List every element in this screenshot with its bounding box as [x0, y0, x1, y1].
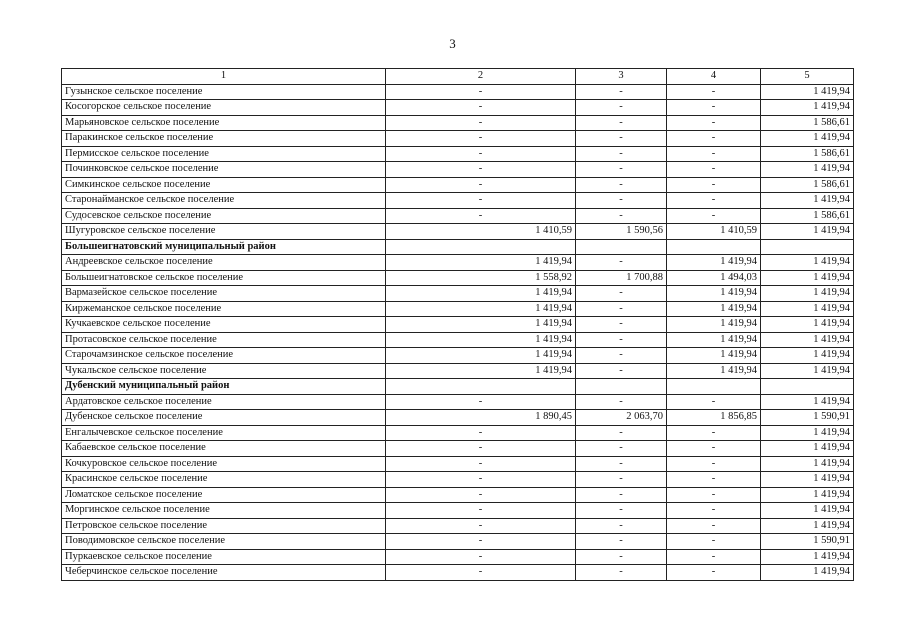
settlement-name: Гузынское сельское поселение	[62, 84, 386, 100]
value-col-3: -	[576, 301, 667, 317]
value-col-4: 1 419,94	[667, 363, 761, 379]
value-col-3: -	[576, 286, 667, 302]
value-col-5: 1 419,94	[761, 162, 854, 178]
value-col-4: -	[667, 425, 761, 441]
value-col-5: 1 419,94	[761, 456, 854, 472]
value-col-4: -	[667, 549, 761, 565]
value-col-4: -	[667, 115, 761, 131]
table-row	[62, 332, 854, 348]
value-col-5: 1 419,94	[761, 332, 854, 348]
header-col-1: 1	[62, 69, 386, 85]
value-col-2: 1 419,94	[386, 348, 576, 364]
value-col-3: -	[576, 518, 667, 534]
value-col-4: 1 419,94	[667, 332, 761, 348]
table-row	[62, 115, 854, 131]
value-col-3: 1 700,88	[576, 270, 667, 286]
settlement-name: Протасовское сельское поселение	[62, 332, 386, 348]
settlement-name: Пермисское сельское поселение	[62, 146, 386, 162]
value-col-3: -	[576, 487, 667, 503]
value-col-3: -	[576, 503, 667, 519]
value-col-4: -	[667, 565, 761, 581]
value-col-4: 1 419,94	[667, 348, 761, 364]
settlement-name: Кучкаевское сельское поселение	[62, 317, 386, 333]
table-row	[62, 270, 854, 286]
table-row	[62, 286, 854, 302]
value-col-4: -	[667, 518, 761, 534]
value-col-3: -	[576, 441, 667, 457]
value-col-5: 1 586,61	[761, 115, 854, 131]
settlement-name: Кабаевское сельское поселение	[62, 441, 386, 457]
section-row	[62, 379, 854, 395]
value-col-4: -	[667, 487, 761, 503]
settlement-name: Ломатское сельское поселение	[62, 487, 386, 503]
settlement-name: Поводимовское сельское поселение	[62, 534, 386, 550]
value-col-3: -	[576, 534, 667, 550]
value-col-3: -	[576, 363, 667, 379]
settlement-name: Большеигнатовский муниципальный район	[62, 239, 386, 255]
value-col-2: -	[386, 394, 576, 410]
value-col-3: -	[576, 255, 667, 271]
section-row	[62, 239, 854, 255]
value-col-5: 1 419,94	[761, 131, 854, 147]
table-row	[62, 146, 854, 162]
table-row	[62, 534, 854, 550]
value-col-2: -	[386, 425, 576, 441]
table-row	[62, 255, 854, 271]
table-row	[62, 472, 854, 488]
value-col-5: 1 419,94	[761, 549, 854, 565]
value-col-4: -	[667, 441, 761, 457]
value-col-2: -	[386, 162, 576, 178]
page-number: 3	[449, 36, 456, 51]
settlement-name: Андреевское сельское поселение	[62, 255, 386, 271]
settlement-name: Красинское сельское поселение	[62, 472, 386, 488]
value-col-4	[667, 379, 761, 395]
value-col-5: 1 590,91	[761, 534, 854, 550]
value-col-5: 1 419,94	[761, 301, 854, 317]
table-row	[62, 131, 854, 147]
table-body	[62, 69, 854, 581]
value-col-4: -	[667, 208, 761, 224]
settlement-name: Старонайманское сельское поселение	[62, 193, 386, 209]
table-row	[62, 84, 854, 100]
settlement-name: Пуркаевское сельское поселение	[62, 549, 386, 565]
table-row	[62, 441, 854, 457]
value-col-5: 1 590,91	[761, 410, 854, 426]
settlement-name: Марьяновское сельское поселение	[62, 115, 386, 131]
value-col-5: 1 419,94	[761, 487, 854, 503]
value-col-4: -	[667, 472, 761, 488]
value-col-4: -	[667, 146, 761, 162]
table-row	[62, 565, 854, 581]
value-col-5: 1 419,94	[761, 270, 854, 286]
value-col-4: 1 419,94	[667, 301, 761, 317]
value-col-2: 1 419,94	[386, 317, 576, 333]
settlement-name: Симкинское сельское поселение	[62, 177, 386, 193]
table-row	[62, 162, 854, 178]
value-col-2: -	[386, 146, 576, 162]
value-col-2: 1 558,92	[386, 270, 576, 286]
table-row	[62, 410, 854, 426]
value-col-4: -	[667, 177, 761, 193]
settlement-name: Большеигнатовское сельское поселение	[62, 270, 386, 286]
value-col-3: -	[576, 115, 667, 131]
table-row	[62, 363, 854, 379]
value-col-4: 1 419,94	[667, 286, 761, 302]
value-col-3: -	[576, 208, 667, 224]
value-col-3: -	[576, 348, 667, 364]
settlement-name: Дубенский муниципальный район	[62, 379, 386, 395]
value-col-2: -	[386, 503, 576, 519]
table-row	[62, 177, 854, 193]
value-col-2: -	[386, 441, 576, 457]
value-col-3: -	[576, 394, 667, 410]
settlement-name: Чукальское сельское поселение	[62, 363, 386, 379]
value-col-3: -	[576, 472, 667, 488]
value-col-2	[386, 239, 576, 255]
value-col-2	[386, 379, 576, 395]
value-col-5: 1 419,94	[761, 193, 854, 209]
value-col-2: -	[386, 193, 576, 209]
value-col-2: -	[386, 84, 576, 100]
value-col-2: -	[386, 208, 576, 224]
value-col-3: -	[576, 131, 667, 147]
value-col-4: -	[667, 162, 761, 178]
value-col-2: 1 410,59	[386, 224, 576, 240]
value-col-2: 1 419,94	[386, 286, 576, 302]
value-col-2: -	[386, 549, 576, 565]
table-row	[62, 487, 854, 503]
value-col-5: 1 419,94	[761, 348, 854, 364]
settlement-name: Ардатовское сельское поселение	[62, 394, 386, 410]
settlement-name: Дубенское сельское поселение	[62, 410, 386, 426]
value-col-2: -	[386, 456, 576, 472]
settlement-name: Петровское сельское поселение	[62, 518, 386, 534]
table-row	[62, 224, 854, 240]
settlement-name: Починковское сельское поселение	[62, 162, 386, 178]
value-col-4: 1 494,03	[667, 270, 761, 286]
settlement-name: Судосевское сельское поселение	[62, 208, 386, 224]
value-col-3: -	[576, 549, 667, 565]
table-row	[62, 425, 854, 441]
value-col-3: -	[576, 456, 667, 472]
settlement-name: Киржеманское сельское поселение	[62, 301, 386, 317]
value-col-2: -	[386, 100, 576, 116]
value-col-2: -	[386, 115, 576, 131]
table-row	[62, 208, 854, 224]
header-col-5: 5	[761, 69, 854, 85]
value-col-5: 1 419,94	[761, 286, 854, 302]
value-col-3: -	[576, 332, 667, 348]
value-col-4	[667, 239, 761, 255]
table-row	[62, 549, 854, 565]
table-row	[62, 317, 854, 333]
value-col-5: 1 419,94	[761, 363, 854, 379]
value-col-3: -	[576, 100, 667, 116]
settlement-name: Старочамзинское сельское поселение	[62, 348, 386, 364]
value-col-4: 1 419,94	[667, 317, 761, 333]
value-col-5: 1 586,61	[761, 146, 854, 162]
value-col-5	[761, 379, 854, 395]
table-row	[62, 193, 854, 209]
value-col-3: -	[576, 84, 667, 100]
value-col-4: 1 856,85	[667, 410, 761, 426]
value-col-5: 1 586,61	[761, 177, 854, 193]
value-col-5: 1 419,94	[761, 565, 854, 581]
value-col-3: -	[576, 162, 667, 178]
header-col-3: 3	[576, 69, 667, 85]
value-col-2: -	[386, 518, 576, 534]
value-col-5: 1 419,94	[761, 425, 854, 441]
value-col-3: 1 590,56	[576, 224, 667, 240]
value-col-3	[576, 239, 667, 255]
value-col-5: 1 419,94	[761, 503, 854, 519]
settlement-name: Енгалычевское сельское поселение	[62, 425, 386, 441]
value-col-4: 1 419,94	[667, 255, 761, 271]
value-col-4: -	[667, 100, 761, 116]
value-col-4: -	[667, 456, 761, 472]
value-col-2: -	[386, 565, 576, 581]
settlement-name: Шугуровское сельское поселение	[62, 224, 386, 240]
value-col-4: -	[667, 131, 761, 147]
settlement-name: Кочкуровское сельское поселение	[62, 456, 386, 472]
value-col-3: -	[576, 317, 667, 333]
value-col-3: -	[576, 193, 667, 209]
value-col-3: -	[576, 565, 667, 581]
settlement-name: Чеберчинское сельское поселение	[62, 565, 386, 581]
value-col-3: -	[576, 146, 667, 162]
value-col-5: 1 419,94	[761, 518, 854, 534]
table-row	[62, 456, 854, 472]
table-row	[62, 301, 854, 317]
value-col-4: -	[667, 394, 761, 410]
value-col-4: -	[667, 503, 761, 519]
value-col-2: 1 890,45	[386, 410, 576, 426]
header-col-4: 4	[667, 69, 761, 85]
value-col-2: 1 419,94	[386, 332, 576, 348]
header-col-2: 2	[386, 69, 576, 85]
value-col-5: 1 419,94	[761, 317, 854, 333]
value-col-4: 1 410,59	[667, 224, 761, 240]
table-row	[62, 348, 854, 364]
value-col-3	[576, 379, 667, 395]
table-row	[62, 394, 854, 410]
table-row	[62, 503, 854, 519]
value-col-5: 1 419,94	[761, 394, 854, 410]
table-row	[62, 518, 854, 534]
value-col-3: -	[576, 425, 667, 441]
value-col-2: 1 419,94	[386, 301, 576, 317]
settlement-name: Косогорское сельское поселение	[62, 100, 386, 116]
value-col-5: 1 419,94	[761, 255, 854, 271]
value-col-4: -	[667, 534, 761, 550]
value-col-2: -	[386, 131, 576, 147]
value-col-3: 2 063,70	[576, 410, 667, 426]
value-col-2: -	[386, 534, 576, 550]
value-col-5	[761, 239, 854, 255]
value-col-2: -	[386, 177, 576, 193]
value-col-5: 1 419,94	[761, 441, 854, 457]
value-col-5: 1 419,94	[761, 472, 854, 488]
value-col-5: 1 419,94	[761, 84, 854, 100]
table-row	[62, 100, 854, 116]
value-col-3: -	[576, 177, 667, 193]
value-col-5: 1 419,94	[761, 224, 854, 240]
value-col-5: 1 419,94	[761, 100, 854, 116]
value-col-4: -	[667, 84, 761, 100]
tariff-table	[61, 68, 854, 581]
value-col-4: -	[667, 193, 761, 209]
header-row	[62, 69, 854, 85]
settlement-name: Моргинское сельское поселение	[62, 503, 386, 519]
value-col-2: 1 419,94	[386, 363, 576, 379]
value-col-5: 1 586,61	[761, 208, 854, 224]
value-col-2: -	[386, 472, 576, 488]
settlement-name: Паракинское сельское поселение	[62, 131, 386, 147]
value-col-2: -	[386, 487, 576, 503]
value-col-2: 1 419,94	[386, 255, 576, 271]
settlement-name: Вармазейское сельское поселение	[62, 286, 386, 302]
